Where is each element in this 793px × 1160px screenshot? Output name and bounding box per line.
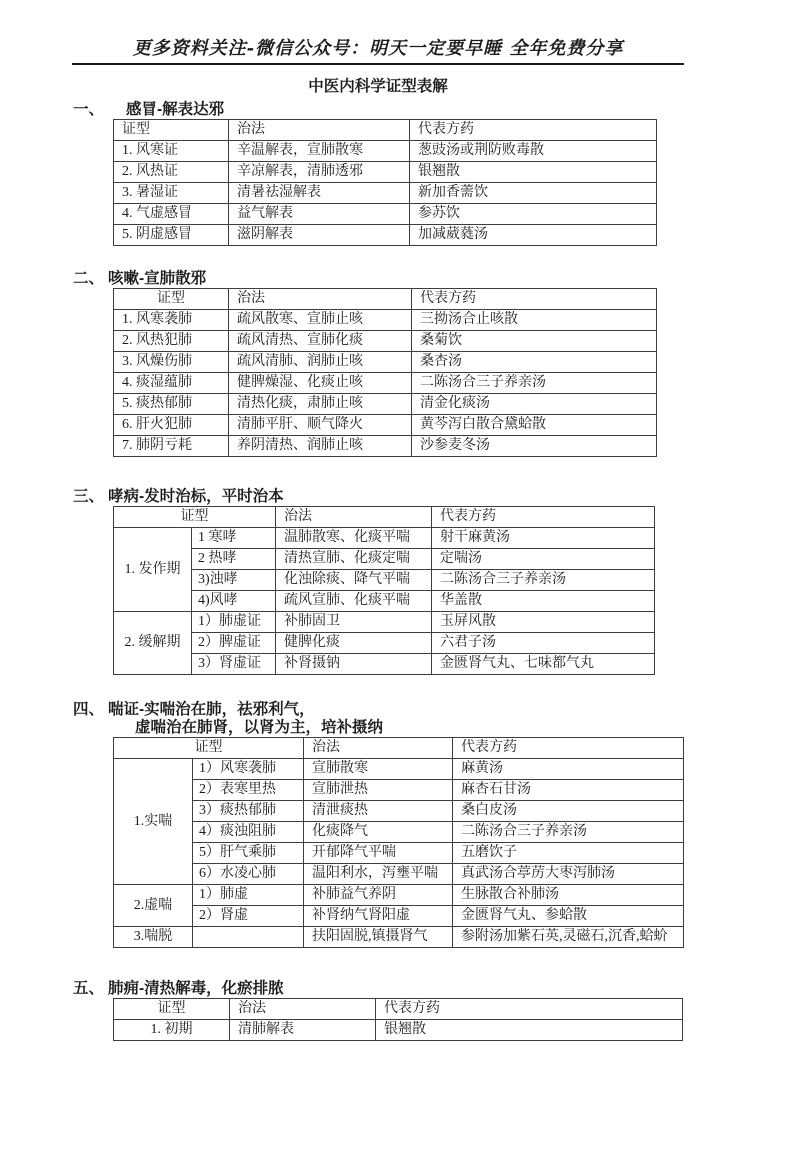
- table-row: [114, 570, 655, 591]
- treatment-cell: 辛凉解表，清肺透邪: [229, 162, 410, 183]
- treatment-cell: 开郁降气平喘: [304, 843, 453, 864]
- section-heading-line: [73, 980, 793, 998]
- column-header-syndrome: 证型: [114, 507, 276, 528]
- syndrome-cell: 1）肺虚: [193, 885, 304, 906]
- category-cell: 2.虚喘: [114, 885, 193, 927]
- treatment-cell: 补肾摄钠: [276, 654, 432, 675]
- section-heading: [73, 488, 793, 506]
- table-row: [114, 591, 655, 612]
- formula-cell: 定喘汤: [432, 549, 655, 570]
- category-cell: 2. 缓解期: [114, 612, 192, 675]
- table-header-row: [114, 507, 655, 528]
- syndrome-cell: 4）痰浊阻肺: [193, 822, 304, 843]
- table-row: [114, 885, 684, 906]
- table-row: [114, 436, 657, 457]
- syndrome-cell: 3）肾虚证: [192, 654, 276, 675]
- page-header-underline: [72, 38, 684, 65]
- syndrome-cell: 5）肝气乘肺: [193, 843, 304, 864]
- column-header-formula: 代表方药: [453, 738, 684, 759]
- formula-cell: 桑杏汤: [412, 352, 657, 373]
- syndrome-cell: 2. 风热犯肺: [114, 331, 229, 352]
- column-header-treatment: 治法: [276, 507, 432, 528]
- treatment-cell: 化浊除痰、降气平喘: [276, 570, 432, 591]
- table-row: [114, 415, 657, 436]
- table-row: [114, 633, 655, 654]
- table-header-row: [114, 289, 657, 310]
- section-table: [113, 737, 684, 948]
- formula-cell: 真武汤合葶苈大枣泻肺汤: [453, 864, 684, 885]
- formula-cell: 二陈汤合三子养亲汤: [432, 570, 655, 591]
- section-number: 一、: [73, 101, 105, 118]
- section-table: [113, 288, 657, 457]
- treatment-cell: 化痰降气: [304, 822, 453, 843]
- syndrome-cell: 3. 风燥伤肺: [114, 352, 229, 373]
- treatment-cell: 清热宣肺、化痰定喘: [276, 549, 432, 570]
- table-row: [114, 927, 684, 948]
- treatment-cell: 疏风宣肺、化痰平喘: [276, 591, 432, 612]
- syndrome-cell: 7. 肺阴亏耗: [114, 436, 229, 457]
- section-heading-line: 虚喘治在肺肾，以肾为主，培补摄纳: [135, 719, 384, 736]
- syndrome-cell: 4. 痰湿蕴肺: [114, 373, 229, 394]
- treatment-cell: 益气解表: [229, 204, 410, 225]
- table-header-row: [114, 999, 683, 1020]
- column-header-formula: 代表方药: [412, 289, 657, 310]
- category-cell: 3.喘脱: [114, 927, 193, 948]
- treatment-cell: 疏风清肺、润肺止咳: [229, 352, 412, 373]
- table-row: [114, 528, 655, 549]
- syndrome-cell: 2 热哮: [192, 549, 276, 570]
- syndrome-cell: 6）水凌心肺: [193, 864, 304, 885]
- formula-cell: 生脉散合补肺汤: [453, 885, 684, 906]
- formula-cell: 玉屏风散: [432, 612, 655, 633]
- syndrome-cell: 1）肺虚证: [192, 612, 276, 633]
- column-header-treatment: 治法: [229, 289, 412, 310]
- section-number: 五、: [73, 980, 105, 997]
- table-row: [114, 352, 657, 373]
- table-row: [114, 141, 657, 162]
- treatment-cell: 健脾燥湿、化痰止咳: [229, 373, 412, 394]
- section-heading: [73, 980, 793, 998]
- column-header-formula: 代表方药: [432, 507, 655, 528]
- column-header-treatment: 治法: [229, 120, 410, 141]
- section-title-text: 咳嗽-宣肺散邪: [108, 270, 207, 287]
- formula-cell: 金匮肾气丸、参蛤散: [453, 906, 684, 927]
- treatment-cell: 清暑祛湿解表: [229, 183, 410, 204]
- column-header-syndrome: 证型: [114, 289, 229, 310]
- table-header-row: [114, 120, 657, 141]
- table-row: [114, 1020, 683, 1041]
- table-row: [114, 864, 684, 885]
- page-header-notice: 更多资料关注-微信公众号：明天一定要早睡 全年免费分享: [132, 38, 624, 59]
- syndrome-cell: 2）脾虚证: [192, 633, 276, 654]
- treatment-cell: 滋阴解表: [229, 225, 410, 246]
- treatment-cell: 温阳利水，泻壅平喘: [304, 864, 453, 885]
- formula-cell: 参苏饮: [410, 204, 657, 225]
- syndrome-cell: 1）风寒袭肺: [193, 759, 304, 780]
- section-heading-line: [73, 101, 793, 119]
- treatment-cell: 宣肺散寒: [304, 759, 453, 780]
- formula-cell: 六君子汤: [432, 633, 655, 654]
- treatment-cell: 养阴清热、润肺止咳: [229, 436, 412, 457]
- treatment-cell: 扶阳固脱,镇摄肾气: [304, 927, 453, 948]
- section-title-text: 喘证-实喘治在肺，祛邪利气，: [108, 701, 315, 718]
- formula-cell: 桑白皮汤: [453, 801, 684, 822]
- syndrome-cell: [193, 927, 304, 948]
- syndrome-cell: 3)浊哮: [192, 570, 276, 591]
- section-table: [113, 506, 655, 675]
- table-row: [114, 780, 684, 801]
- treatment-cell: 清肺解表: [230, 1020, 376, 1041]
- section-number: 四、: [73, 701, 105, 718]
- category-cell: 1.实喘: [114, 759, 193, 885]
- section-heading-line: [73, 701, 793, 719]
- syndrome-cell: 4)风哮: [192, 591, 276, 612]
- treatment-cell: 补肾纳气肾阳虚: [304, 906, 453, 927]
- section-table: [113, 998, 683, 1041]
- syndrome-cell: 6. 肝火犯肺: [114, 415, 229, 436]
- treatment-cell: 健脾化痰: [276, 633, 432, 654]
- section-table: [113, 119, 657, 246]
- treatment-cell: 清肺平肝、顺气降火: [229, 415, 412, 436]
- formula-cell: 三拗汤合止咳散: [412, 310, 657, 331]
- table-row: [114, 204, 657, 225]
- syndrome-cell: 5. 阴虚感冒: [114, 225, 229, 246]
- section-heading: [73, 270, 793, 288]
- treatment-cell: 疏风散寒、宣肺止咳: [229, 310, 412, 331]
- formula-cell: 二陈汤合三子养亲汤: [412, 373, 657, 394]
- table-row: [114, 759, 684, 780]
- section-heading: [73, 701, 793, 737]
- table-row: [114, 654, 655, 675]
- table-row: [114, 394, 657, 415]
- table-row: [114, 162, 657, 183]
- treatment-cell: 补肺固卫: [276, 612, 432, 633]
- formula-cell: 五磨饮子: [453, 843, 684, 864]
- column-header-formula: 代表方药: [410, 120, 657, 141]
- table-row: [114, 843, 684, 864]
- column-header-treatment: 治法: [230, 999, 376, 1020]
- column-header-formula: 代表方药: [376, 999, 683, 1020]
- column-header-treatment: 治法: [304, 738, 453, 759]
- table-row: [114, 612, 655, 633]
- formula-cell: 清金化痰汤: [412, 394, 657, 415]
- section-title-text: 肺痈-清热解毒，化瘀排脓: [108, 980, 284, 997]
- formula-cell: 二陈汤合三子养亲汤: [453, 822, 684, 843]
- table-row: [114, 373, 657, 394]
- table-row: [114, 331, 657, 352]
- treatment-cell: 疏风清热、宣肺化痰: [229, 331, 412, 352]
- section-heading-line: [73, 488, 793, 506]
- table-row: [114, 822, 684, 843]
- syndrome-cell: 3）痰热郁肺: [193, 801, 304, 822]
- formula-cell: 金匮肾气丸、七味都气丸: [432, 654, 655, 675]
- table-row: [114, 183, 657, 204]
- table-row: [114, 225, 657, 246]
- section-heading-line: [73, 270, 793, 288]
- formula-cell: 银翘散: [376, 1020, 683, 1041]
- document-title: 中医内科学证型表解: [308, 78, 448, 95]
- syndrome-cell: 1. 风寒证: [114, 141, 229, 162]
- treatment-cell: 补肺益气养阴: [304, 885, 453, 906]
- formula-cell: 沙参麦冬汤: [412, 436, 657, 457]
- section-heading: [73, 101, 793, 119]
- category-cell: 1. 发作期: [114, 528, 192, 612]
- formula-cell: 华盖散: [432, 591, 655, 612]
- column-header-syndrome: 证型: [114, 738, 304, 759]
- syndrome-cell: 4. 气虚感冒: [114, 204, 229, 225]
- table-row: [114, 906, 684, 927]
- column-header-syndrome: 证型: [114, 120, 229, 141]
- section-title-text: 哮病-发时治标，平时治本: [108, 488, 284, 505]
- section-number: 二、: [73, 270, 105, 287]
- formula-cell: 黄芩泻白散合黛蛤散: [412, 415, 657, 436]
- treatment-cell: 清热化痰，肃肺止咳: [229, 394, 412, 415]
- formula-cell: 桑菊饮: [412, 331, 657, 352]
- syndrome-cell: 1. 风寒袭肺: [114, 310, 229, 331]
- page: [0, 38, 793, 1160]
- treatment-cell: 清泄痰热: [304, 801, 453, 822]
- treatment-cell: 温肺散寒、化痰平喘: [276, 528, 432, 549]
- formula-cell: 银翘散: [410, 162, 657, 183]
- table-header-row: [114, 738, 684, 759]
- table-row: [114, 310, 657, 331]
- syndrome-cell: 3. 暑湿证: [114, 183, 229, 204]
- column-header-syndrome: 证型: [114, 999, 230, 1020]
- section-title-text: 感冒-解表达邪: [126, 101, 225, 118]
- syndrome-cell: 1 寒哮: [192, 528, 276, 549]
- document-sections: [0, 101, 793, 1041]
- treatment-cell: 辛温解表，宣肺散寒: [229, 141, 410, 162]
- formula-cell: 麻黄汤: [453, 759, 684, 780]
- table-row: [114, 549, 655, 570]
- formula-cell: 新加香薷饮: [410, 183, 657, 204]
- table-row: [114, 801, 684, 822]
- formula-cell: 葱豉汤或荆防败毒散: [410, 141, 657, 162]
- formula-cell: 参附汤加紫石英,灵磁石,沉香,蛤蚧: [453, 927, 684, 948]
- syndrome-cell: 2. 风热证: [114, 162, 229, 183]
- syndrome-cell: 2）表寒里热: [193, 780, 304, 801]
- formula-cell: 加减葳蕤汤: [410, 225, 657, 246]
- formula-cell: 麻杏石甘汤: [453, 780, 684, 801]
- syndrome-cell: 1. 初期: [114, 1020, 230, 1041]
- formula-cell: 射干麻黄汤: [432, 528, 655, 549]
- section-number: 三、: [73, 488, 105, 505]
- treatment-cell: 宣肺泄热: [304, 780, 453, 801]
- syndrome-cell: 5. 痰热郁肺: [114, 394, 229, 415]
- syndrome-cell: 2）肾虚: [193, 906, 304, 927]
